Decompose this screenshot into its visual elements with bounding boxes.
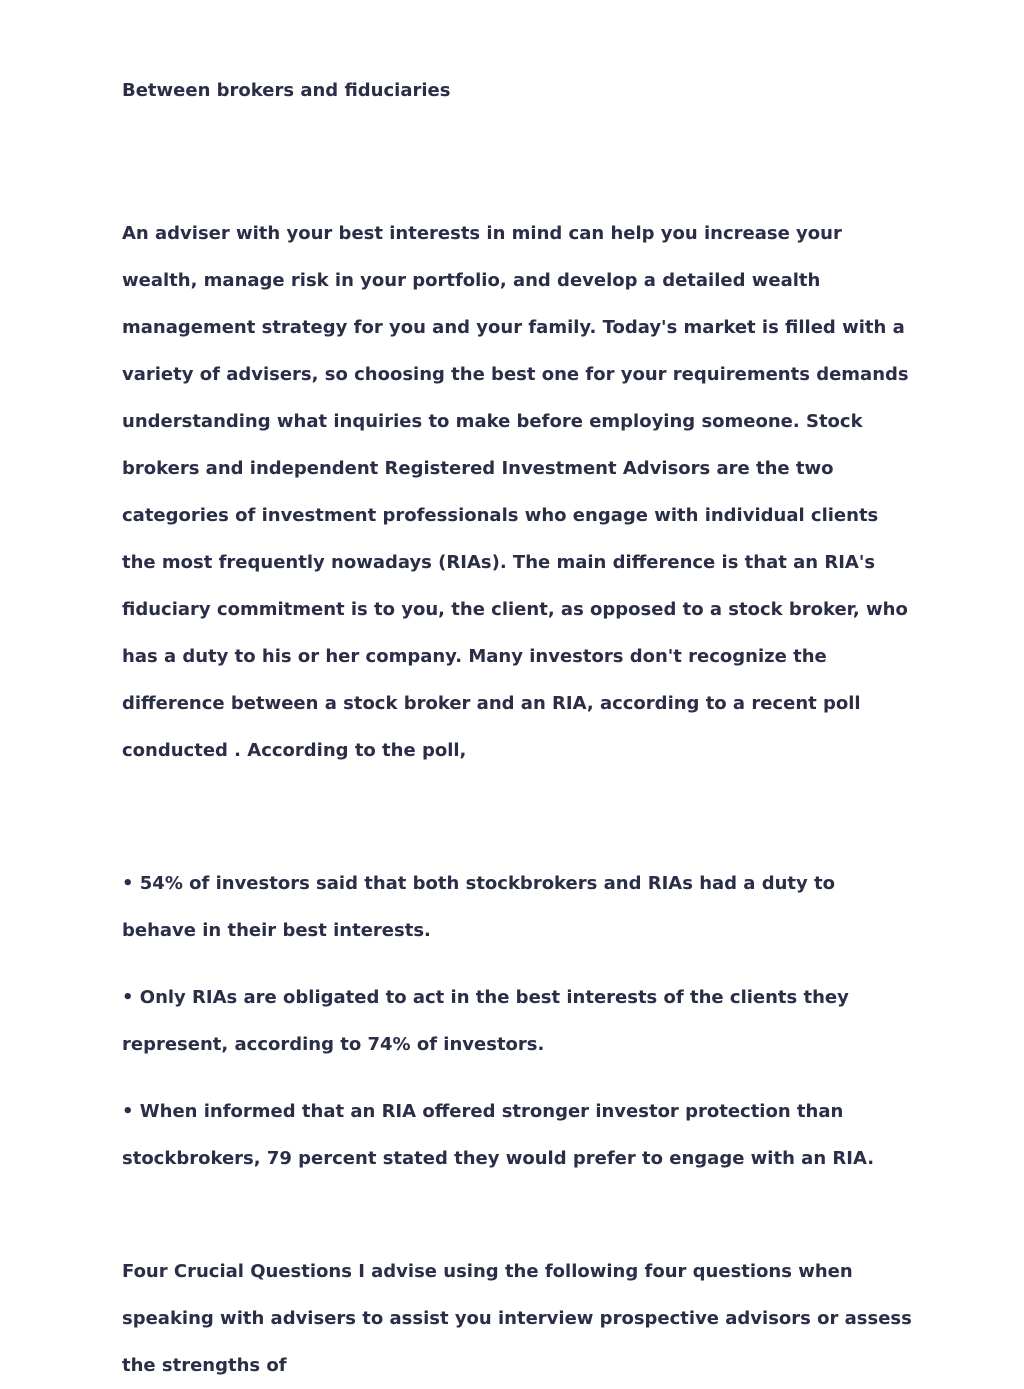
poll-result-item: • Only RIAs are obligated to act in the best interests of the clients they represent, according to 74% of investors. (122, 987, 849, 1055)
poll-results-list (122, 860, 912, 1182)
document-page (122, 76, 912, 1389)
poll-result-item: • When informed that an RIA offered stronger investor protection than stockbrokers, 79 percent stated they would prefer to engage with an RIA. (122, 1101, 875, 1169)
document-title: Between brokers and fiduciaries (122, 80, 451, 101)
closing-paragraph: Four Crucial Questions I advise using the following four questions when speaking with advisers to assist you interview prospective advisors or assess the strengths of (122, 1261, 912, 1376)
intro-paragraph: An adviser with your best interests in mind can help you increase your wealth, manage risk in your portfolio, and develop a detailed wealth management strategy for you and your family. Today's market is filled with a variety of advisers, so choosing the best one for your requirements demands understanding what inquiries to make before employing someone. Stock brokers and independent Registered Investment Advisors are the two categories of investment professionals who engage with individual clients the most frequently nowadays (RIAs). The main difference is that an RIA's fiduciary commitment is to you, the client, as opposed to a stock broker, who has a duty to his or her company. Many investors don't recognize the difference between a stock broker and an RIA, according to a recent poll conducted . According to the poll, (122, 223, 909, 761)
poll-result-item: • 54% of investors said that both stockbrokers and RIAs had a duty to behave in their best interests. (122, 873, 835, 941)
